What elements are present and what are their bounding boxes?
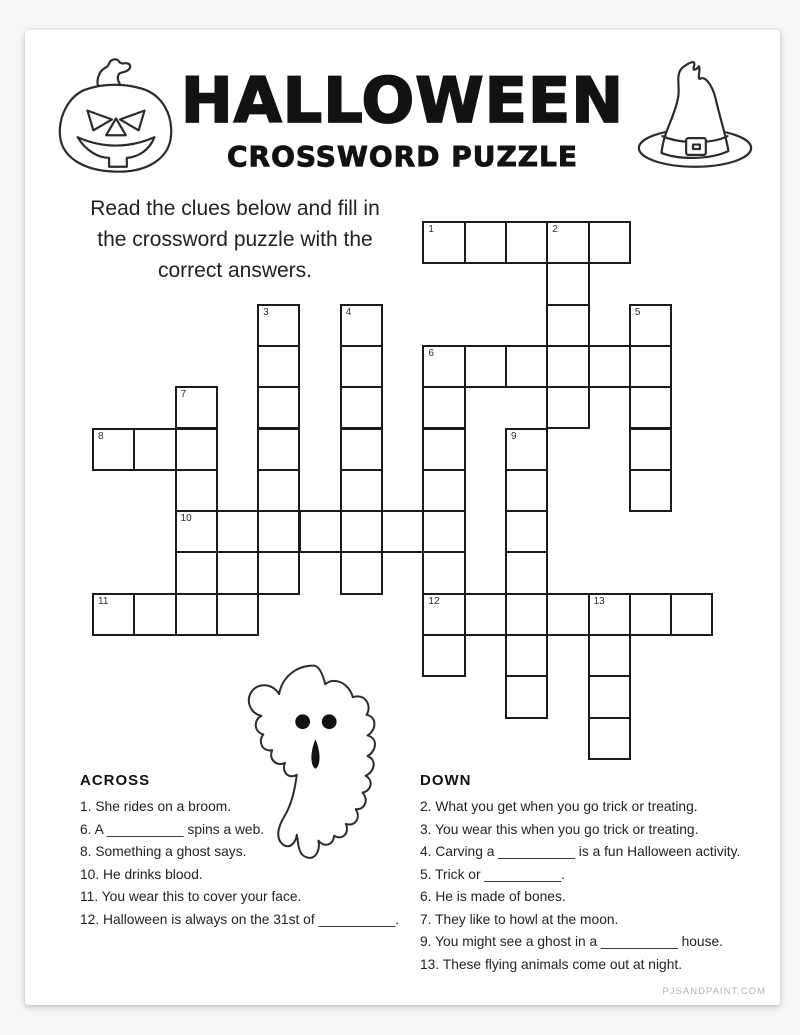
crossword-cell[interactable] [340, 304, 383, 347]
crossword-cell[interactable] [257, 469, 300, 512]
across-heading: ACROSS [80, 772, 151, 789]
crossword-cell[interactable] [340, 510, 383, 553]
crossword-cell[interactable] [175, 551, 218, 594]
cell-number: 4 [345, 306, 352, 318]
cell-number: 6 [428, 347, 434, 359]
across-clue: 6. A __________ spins a web. [80, 821, 265, 837]
across-clue-list [80, 796, 410, 931]
crossword-cell[interactable] [422, 593, 465, 636]
page-title: HALLOWEEN [180, 64, 625, 137]
crossword-cell[interactable] [464, 221, 507, 264]
down-clue: 7. They like to howl at the moon. [420, 911, 619, 927]
crossword-cell[interactable] [505, 469, 548, 512]
crossword-cell[interactable] [629, 304, 672, 347]
instructions-line-2: the crossword puzzle with the [97, 228, 373, 251]
cell-number: 10 [180, 513, 192, 525]
crossword-cell[interactable] [505, 634, 548, 677]
page-subtitle: CROSSWORD PUZZLE [226, 140, 579, 173]
across-clue: 10. He drinks blood. [80, 866, 203, 882]
instructions-line-1: Read the clues below and fill in [90, 197, 380, 220]
crossword-cell[interactable] [464, 345, 507, 388]
cell-number: 13 [593, 595, 605, 607]
down-clue: 2. What you get when you go trick or treating. [420, 799, 698, 814]
crossword-cell[interactable] [422, 428, 465, 471]
crossword-cell[interactable] [546, 386, 589, 429]
instructions-line-3: correct answers. [157, 259, 313, 282]
crossword-cell[interactable] [299, 510, 342, 553]
cell-number: 9 [511, 430, 517, 442]
cell-number: 1 [428, 224, 434, 235]
crossword-cell[interactable] [464, 593, 507, 636]
down-clue: 13. These flying animals come out at night. [420, 956, 683, 972]
crossword-cell[interactable] [216, 551, 259, 594]
crossword-cell[interactable] [216, 510, 259, 553]
cell-number: 12 [428, 595, 440, 607]
crossword-cell[interactable] [257, 510, 300, 553]
crossword-cell[interactable] [629, 345, 672, 388]
cell-number: 8 [98, 430, 104, 442]
down-clue: 3. You wear this when you go trick or treating. [420, 821, 699, 837]
crossword-cell[interactable] [546, 593, 589, 636]
crossword-cell[interactable] [505, 551, 548, 594]
down-clue: 4. Carving a __________ is a fun Halloween activity. [420, 844, 741, 859]
across-clue: 12. Halloween is always on the 31st of __________. [80, 911, 400, 927]
crossword-cell[interactable] [505, 593, 548, 636]
crossword-cell[interactable] [92, 428, 135, 471]
crossword-cell[interactable] [257, 386, 300, 429]
crossword-cell[interactable] [92, 593, 135, 636]
crossword-cell[interactable] [670, 593, 713, 636]
worksheet-page [25, 30, 780, 1005]
cell-number: 3 [263, 306, 269, 318]
crossword-cell[interactable] [340, 551, 383, 594]
crossword-cell[interactable] [340, 469, 383, 512]
crossword-cell[interactable] [340, 428, 383, 471]
crossword-cell[interactable] [340, 386, 383, 429]
crossword-cell[interactable] [505, 221, 548, 264]
crossword-cell[interactable] [422, 345, 465, 388]
crossword-cell[interactable] [133, 593, 176, 636]
crossword-cell[interactable] [422, 469, 465, 512]
crossword-grid[interactable] [25, 30, 780, 790]
crossword-cell[interactable] [133, 428, 176, 471]
down-clues-section [420, 772, 770, 976]
crossword-cell[interactable] [546, 304, 589, 347]
crossword-cell[interactable] [588, 717, 631, 760]
cell-number: 7 [180, 389, 187, 401]
crossword-cell[interactable] [505, 345, 548, 388]
crossword-cell[interactable] [257, 345, 300, 388]
crossword-cell[interactable] [505, 510, 548, 553]
crossword-cell[interactable] [629, 593, 672, 636]
down-heading: DOWN [420, 772, 472, 789]
crossword-cell[interactable] [175, 510, 218, 553]
watermark: PJSANDPAINT.COM [662, 986, 766, 997]
crossword-cell[interactable] [422, 551, 465, 594]
crossword-cell[interactable] [546, 262, 589, 305]
crossword-cell[interactable] [175, 593, 218, 636]
crossword-cell[interactable] [175, 428, 218, 471]
crossword-cell[interactable] [505, 675, 548, 718]
cell-number: 11 [98, 595, 109, 607]
crossword-cell[interactable] [505, 428, 548, 471]
crossword-cell[interactable] [340, 345, 383, 388]
crossword-cell[interactable] [175, 386, 218, 429]
crossword-cell[interactable] [422, 510, 465, 553]
crossword-cell[interactable] [546, 345, 589, 388]
crossword-cell[interactable] [588, 634, 631, 677]
across-clue: 8. Something a ghost says. [80, 844, 247, 859]
across-clue: 11. You wear this to cover your face. [80, 889, 302, 904]
cell-number: 2 [552, 224, 558, 235]
down-clue: 5. Trick or __________. [420, 866, 565, 882]
down-clue-list [420, 796, 770, 976]
across-clues-section [80, 772, 410, 931]
crossword-cell[interactable] [546, 221, 589, 264]
crossword-cell[interactable] [422, 221, 465, 264]
crossword-cell[interactable] [588, 221, 631, 264]
crossword-cell[interactable] [422, 634, 465, 677]
down-clue: 9. You might see a ghost in a __________ house. [420, 934, 724, 949]
crossword-cell[interactable] [216, 593, 259, 636]
across-clue: 1. She rides on a broom. [80, 799, 232, 814]
cell-number: 5 [634, 306, 641, 318]
crossword-cell[interactable] [175, 469, 218, 512]
crossword-cell[interactable] [257, 428, 300, 471]
crossword-cell[interactable] [629, 386, 672, 429]
crossword-cell[interactable] [257, 551, 300, 594]
crossword-cell[interactable] [257, 304, 300, 347]
crossword-cell[interactable] [588, 345, 631, 388]
crossword-cell[interactable] [629, 428, 672, 471]
crossword-cell[interactable] [381, 510, 424, 553]
crossword-cell[interactable] [422, 386, 465, 429]
crossword-cell[interactable] [588, 593, 631, 636]
crossword-cell[interactable] [588, 675, 631, 718]
crossword-cell[interactable] [629, 469, 672, 512]
down-clue: 6. He is made of bones. [420, 889, 566, 904]
